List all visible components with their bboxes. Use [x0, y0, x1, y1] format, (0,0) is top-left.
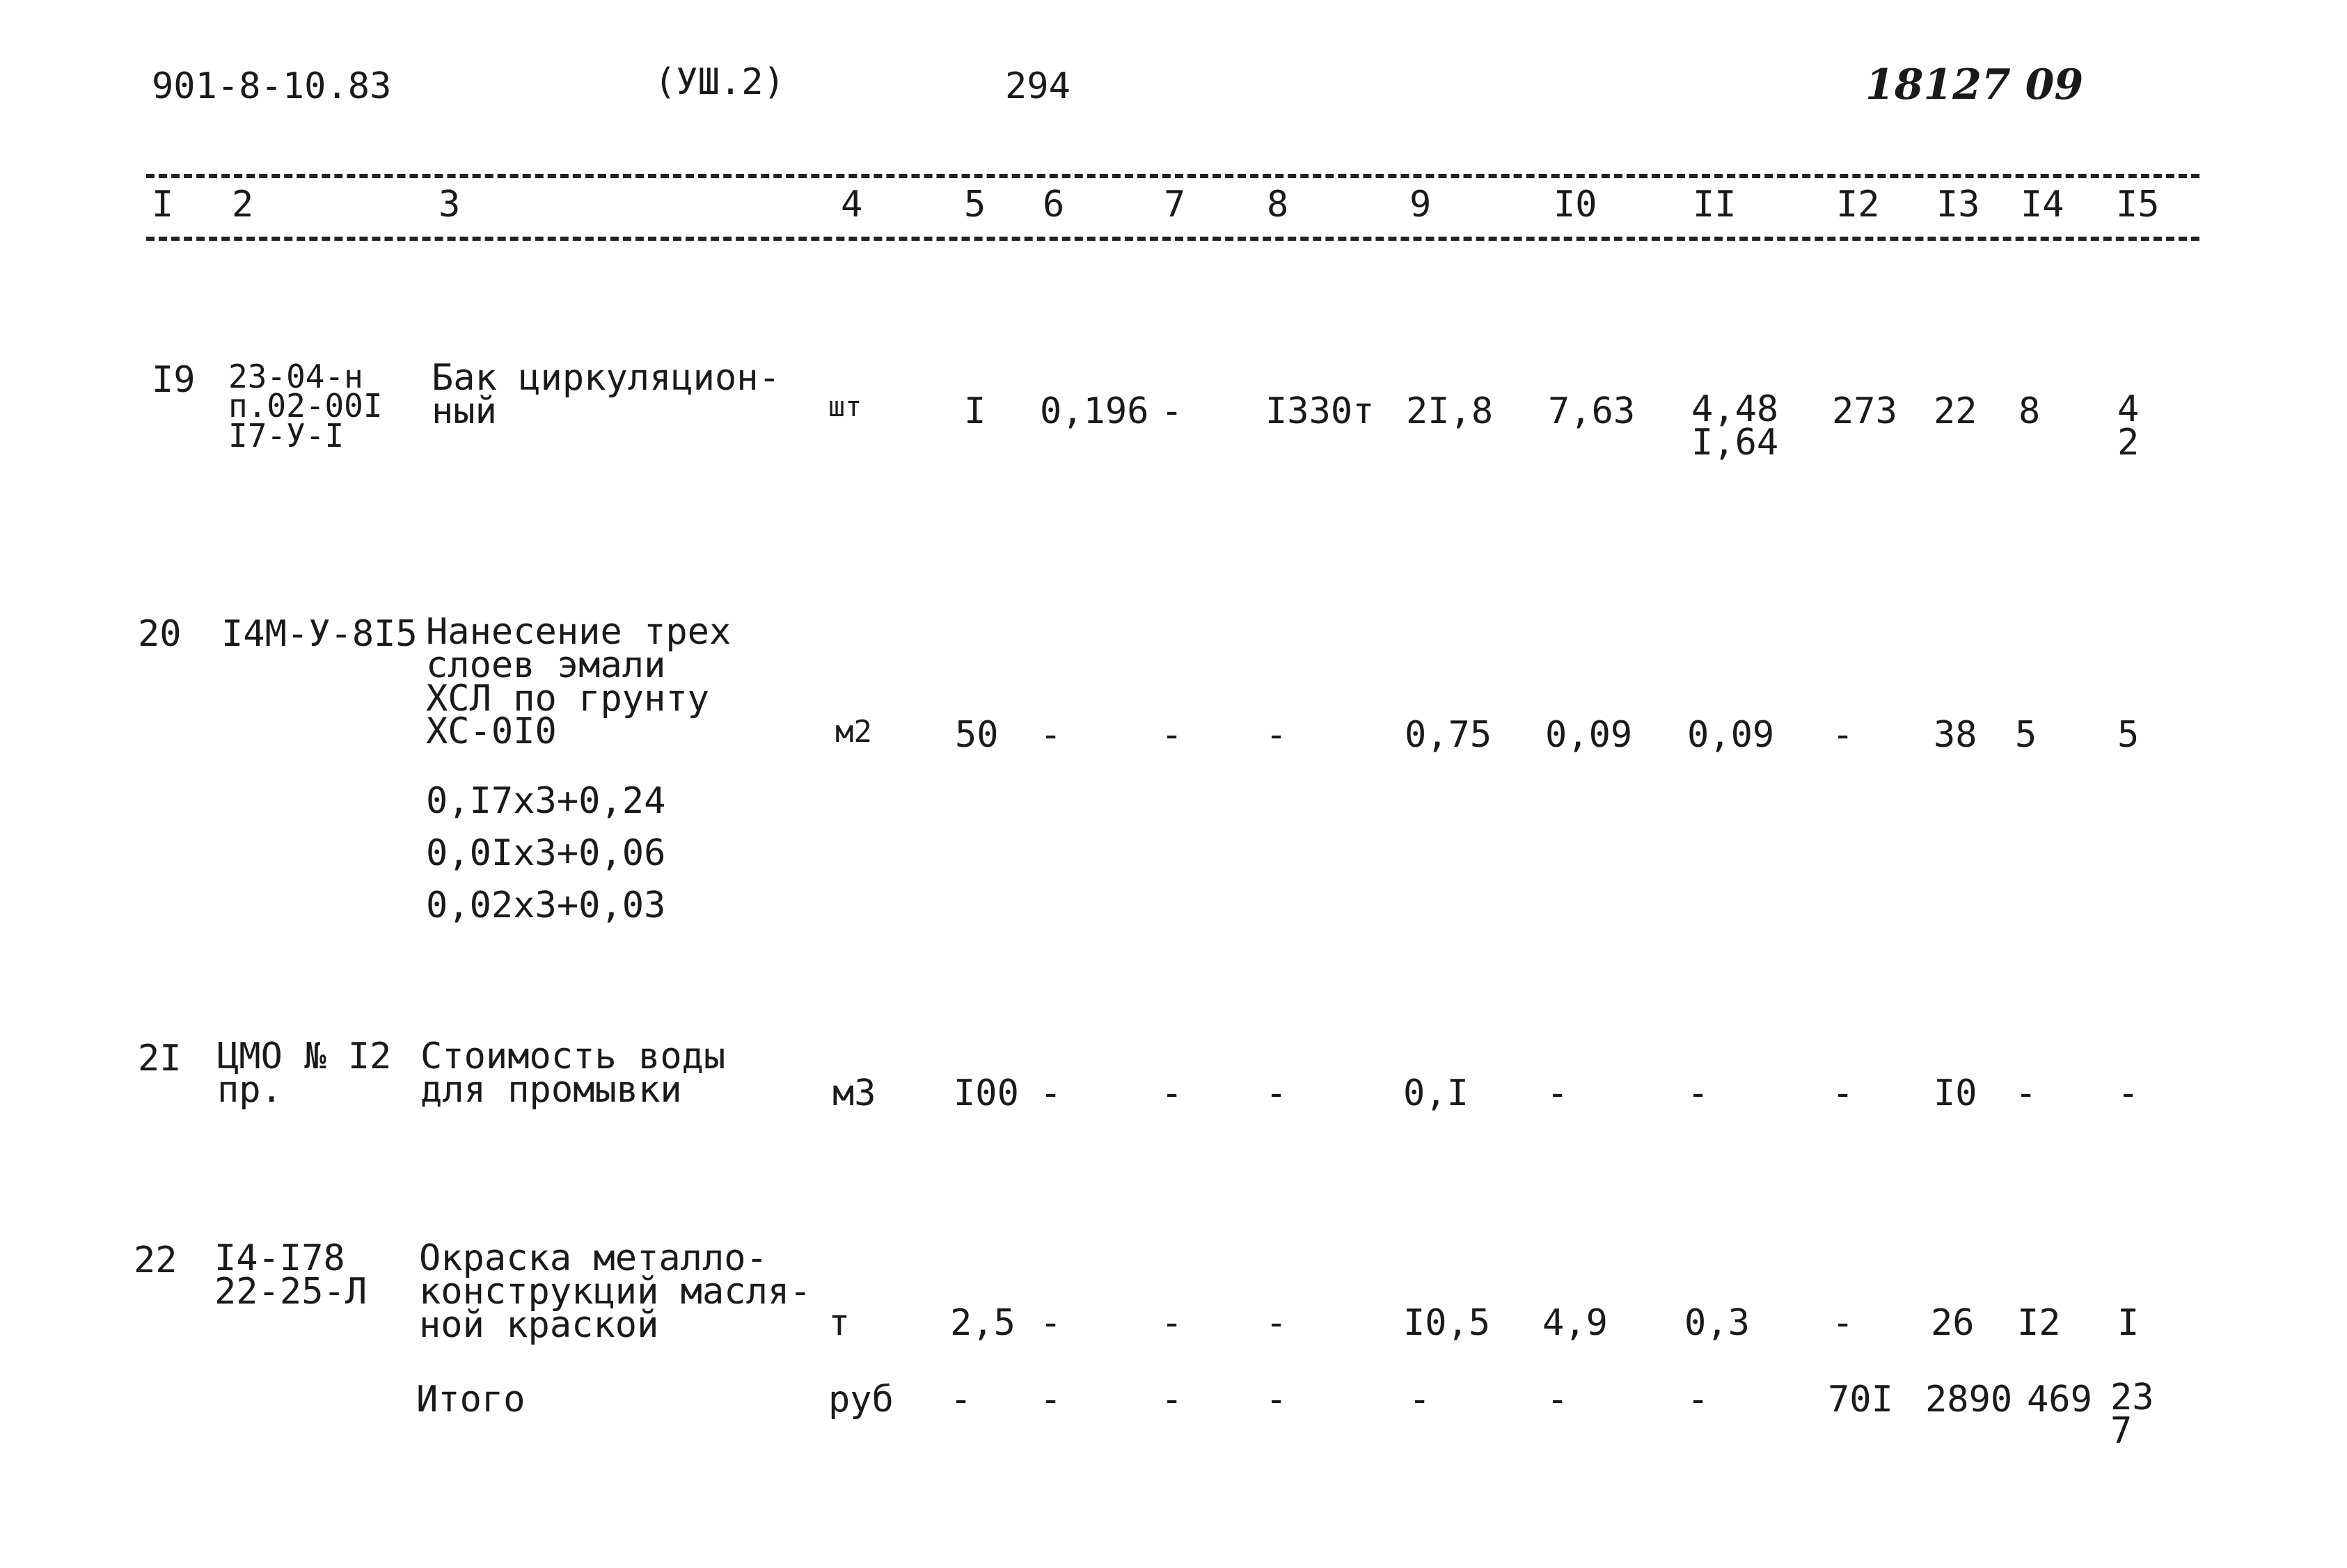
row-c14: - — [2015, 1072, 2037, 1114]
column-header-15: I5 — [2116, 184, 2160, 225]
column-header-10: I0 — [1554, 184, 1597, 225]
row-c5: I00 — [954, 1072, 1019, 1114]
formula-line: 0,02х3+0,03 — [426, 885, 666, 926]
formula-line: 0,0Iх3+0,06 — [426, 832, 666, 874]
row-c12: - — [1832, 1302, 1854, 1344]
row-c12: - — [1832, 714, 1854, 756]
row-c7: - — [1161, 390, 1183, 432]
column-header-4: 4 — [841, 184, 863, 225]
section-label: (УШ.2) — [654, 61, 785, 103]
row-c11: 0,3 — [1684, 1302, 1750, 1344]
row-c6: - — [1040, 714, 1062, 756]
column-header-11: II — [1693, 184, 1737, 225]
row-c9: 0,I — [1403, 1072, 1469, 1114]
column-header-14: I4 — [2021, 184, 2064, 225]
column-header-2: 2 — [232, 184, 254, 225]
total-c15: 23 7 — [2110, 1377, 2154, 1452]
column-header-8: 8 — [1267, 184, 1289, 225]
row-c14: 5 — [2015, 714, 2037, 756]
column-header-6: 6 — [1043, 184, 1065, 225]
column-header-9: 9 — [1409, 184, 1432, 225]
row-name: Бак циркуляцион- ный — [432, 357, 780, 432]
total-c7: - — [1161, 1379, 1183, 1420]
row-c8: - — [1265, 714, 1288, 756]
row-c13: 22 — [1934, 390, 1977, 432]
row-c13: 38 — [1934, 714, 1977, 756]
row-c12: - — [1832, 1072, 1854, 1114]
row-c13: I0 — [1934, 1072, 1977, 1114]
row-c6: - — [1040, 1302, 1062, 1344]
row-c15: 4 2 — [2117, 388, 2140, 464]
total-c6: - — [1040, 1379, 1062, 1420]
total-c10: - — [1547, 1379, 1569, 1420]
row-c8: - — [1265, 1302, 1288, 1344]
column-header-12: I2 — [1836, 184, 1880, 225]
row-unit: т — [828, 1302, 851, 1344]
total-c8: - — [1265, 1379, 1288, 1420]
row-c9: 2I,8 — [1406, 390, 1494, 432]
total-label: Итого — [416, 1379, 525, 1420]
formula-line: 0,I7х3+0,24 — [426, 780, 666, 822]
total-c12: 70I — [1828, 1379, 1893, 1420]
row-c15: 5 — [2117, 714, 2140, 756]
row-name: Окраска металло- конструкций масля- ной краской — [419, 1237, 812, 1346]
row-c9: I0,5 — [1403, 1302, 1491, 1344]
row-c9: 0,75 — [1405, 714, 1492, 756]
row-c15: - — [2117, 1072, 2140, 1114]
row-unit: м3 — [832, 1072, 876, 1114]
row-c10: 0,09 — [1545, 714, 1633, 756]
total-c11: - — [1687, 1379, 1709, 1420]
row-c5: 2,5 — [950, 1302, 1016, 1344]
total-c9: - — [1409, 1379, 1431, 1420]
header-top-rule — [146, 174, 2199, 178]
total-c13: 2890 — [1925, 1379, 2013, 1420]
row-number: I9 — [152, 359, 196, 401]
row-c8: - — [1265, 1072, 1288, 1114]
document-code: 901-8-10.83 — [152, 65, 392, 107]
row-c11: 4,48 I,64 — [1691, 388, 1779, 464]
row-c11: 0,09 — [1687, 714, 1775, 756]
column-header-3: 3 — [438, 184, 461, 225]
row-c10: 7,63 — [1548, 390, 1636, 432]
column-header-5: 5 — [964, 184, 986, 225]
total-unit: руб — [828, 1379, 894, 1420]
row-c7: - — [1161, 714, 1183, 756]
total-c14: 469 — [2027, 1379, 2092, 1420]
row-c14: I2 — [2017, 1302, 2061, 1344]
row-name: Нанесение трех слоев эмали ХСЛ по грунту ХС-0I0 — [426, 611, 732, 753]
page-number: 294 — [1005, 65, 1070, 107]
row-unit: шт — [828, 391, 862, 423]
row-c8: I330т — [1265, 390, 1375, 432]
row-code: 23-04-н п.02-00I I7-У-I — [228, 358, 383, 454]
row-c6: - — [1040, 1072, 1062, 1114]
row-code: I4М-У-8I5 — [221, 613, 418, 655]
row-c11: - — [1687, 1072, 1709, 1114]
row-number: 20 — [138, 613, 182, 655]
row-code: I4-I78 22-25-Л — [214, 1237, 368, 1313]
row-c13: 26 — [1931, 1302, 1975, 1344]
row-c7: - — [1161, 1072, 1183, 1114]
row-code: ЦМО № I2 пр. — [217, 1036, 392, 1111]
row-c5: 50 — [955, 714, 999, 756]
row-number: 2I — [138, 1038, 182, 1079]
header-bottom-rule — [146, 237, 2199, 241]
row-c5: I — [964, 390, 986, 432]
row-unit: м2 — [835, 714, 872, 750]
column-header-13: I3 — [1936, 184, 1980, 225]
row-c7: - — [1161, 1302, 1183, 1344]
column-header-7: 7 — [1164, 184, 1186, 225]
row-c14: 8 — [2018, 390, 2041, 432]
row-c12: 273 — [1832, 390, 1897, 432]
row-c6: 0,196 — [1040, 390, 1149, 432]
row-c10: 4,9 — [1542, 1302, 1608, 1344]
row-name: Стоимость воды для промывки — [420, 1036, 726, 1111]
handwritten-stamp: 18127 09 — [1865, 61, 2084, 109]
column-header-1: I — [152, 184, 174, 225]
row-number: 22 — [134, 1240, 177, 1281]
row-c10: - — [1547, 1072, 1569, 1114]
row-c15: I — [2117, 1302, 2140, 1344]
total-c5: - — [950, 1379, 972, 1420]
